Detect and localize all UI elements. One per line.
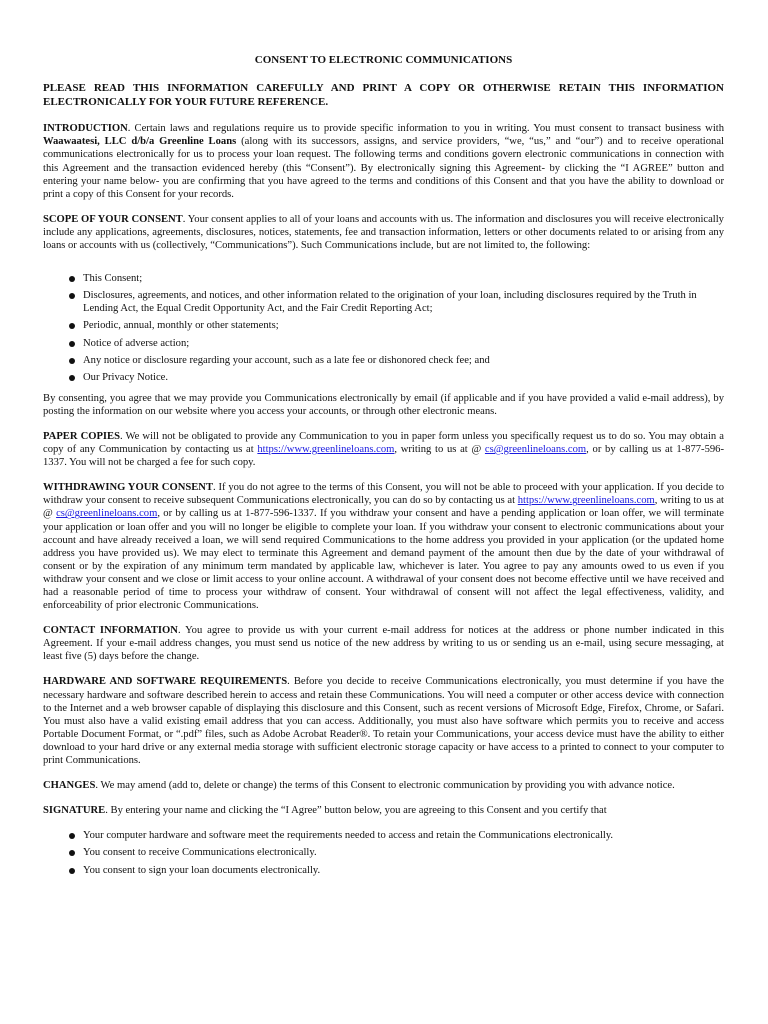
company-name: Waawaatesi, LLC d/b/a Greenline Loans bbox=[43, 136, 237, 148]
certification-list bbox=[43, 829, 724, 876]
bullet-icon bbox=[69, 341, 75, 347]
contact-section: CONTACT INFORMATION. You agree to provide us with your current e-mail address for notices at the address or phone number indicated in this Agreement. If your e-mail address changes, you must send us notice of the new address by writing to us or sending us an e-mail, using secure messaging, at least five (5) days before the change. bbox=[43, 625, 724, 663]
bullet-icon bbox=[69, 375, 75, 381]
hardware-heading: HARDWARE AND SOFTWARE REQUIREMENTS bbox=[43, 676, 288, 688]
list-item: Disclosures, agreements, and notices, and other information related to the origination of your loan, including disclosures required by the Truth in Lending Act, the Equal Credit Opportunity Act, and the Fair Credit Reporting Act; bbox=[43, 289, 724, 315]
list-item: You consent to sign your loan documents electronically. bbox=[43, 864, 724, 877]
bullet-icon bbox=[69, 276, 75, 282]
scope-heading: SCOPE OF YOUR CONSENT bbox=[43, 213, 183, 225]
signature-heading: SIGNATURE bbox=[43, 805, 106, 817]
list-item: Periodic, annual, monthly or other statements; bbox=[43, 319, 724, 332]
paper-copies-heading: PAPER COPIES bbox=[43, 430, 121, 442]
bullet-icon bbox=[69, 323, 75, 329]
bullet-icon bbox=[69, 868, 75, 874]
bullet-icon bbox=[69, 293, 75, 299]
consenting-paragraph: By consenting, you agree that we may provide you Communications electronically by email (if applicable and if you have provided a valid e-mail address), by posting the information on our website where you access your accounts, or through other electronic means. bbox=[43, 392, 724, 417]
bullet-icon bbox=[69, 850, 75, 856]
withdrawing-heading: WITHDRAWING YOUR CONSENT bbox=[43, 482, 214, 494]
hardware-section: HARDWARE AND SOFTWARE REQUIREMENTS. Before you decide to receive Communications electronically, you must determine if you have the necessary hardware and software described herein to access and retain these Communications. You will need a computer or other access device with connection to the Internet and a web browser capable of displaying this disclosure and this Consent, such as recent versions of Microsoft Edge, Firefox, Chrome, or Safari. You must also have a valid existing email address that you can access. Additionally, you must also have software which permits you to receive and access Portable Document Format, or “.pdf” files, such as Adobe Acrobat Reader®. To retain your Communications, your access device must have the ability to either download to your hard drive or any external media storage with sufficient electronic storage capacity or have access to a printed to connect to your computer to print Communications. bbox=[43, 676, 724, 767]
retain-notice: PLEASE READ THIS INFORMATION CAREFULLY AND PRINT A COPY OR OTHERWISE RETAIN THIS INFORMATION ELECTRONICALLY FOR YOUR FUTURE REFERENCE. bbox=[43, 82, 724, 108]
contact-heading: CONTACT INFORMATION bbox=[43, 625, 178, 637]
withdrawing-section: WITHDRAWING YOUR CONSENT. If you do not agree to the terms of this Consent, you will not be able to proceed with your application. If you decide to withdraw your consent to receive subsequent Communications electronically, you can do so by contacting us at https://www.greenlineloans.com, writing to us at @ cs@greenlineloans.com, or by calling us at 1-877-596-1337. If you withdraw your consent and have a pending application or loan offer, we will terminate your application or loan offer and you will no longer be eligible to complete your loan. If you withdraw your consent to electronic communications about your account and have already received a loan, we will send required Communications to the home address you provided in your application (or the updated home address you have provided us). We may elect to terminate this Agreement and demand payment of the amount then due by the date of your withdrawal of consent or by the expiration of any minimum term mandated by applicable law, whichever is later. You agree to pay any amounts owed to us even if you withdraw your consent and we close or limit access to your online account. A withdrawal of your consent does not become effective until we have received and had a reasonable period of time to process your withdraw of consent. Your withdrawal of consent will not affect the legal effectiveness, validity, and enforceability of prior electronic Communications. bbox=[43, 482, 725, 612]
list-item: Our Privacy Notice. bbox=[43, 371, 724, 384]
email-link[interactable]: cs@greenlineloans.com bbox=[484, 444, 587, 456]
list-item: Notice of adverse action; bbox=[43, 337, 724, 350]
email-link[interactable]: cs@greenlineloans.com bbox=[56, 508, 158, 520]
website-link[interactable]: https://www.greenlineloans.com bbox=[257, 444, 395, 456]
list-item: Any notice or disclosure regarding your account, such as a late fee or dishonored check fee; and bbox=[43, 354, 724, 367]
bullet-icon bbox=[69, 358, 75, 364]
list-item: You consent to receive Communications electronically. bbox=[43, 846, 724, 859]
introduction-section: INTRODUCTION. Certain laws and regulations require us to provide specific information to you in writing. You must consent to transact business with Waawaatesi, LLC d/b/a Greenline Loans (along with its successors, assigns, and service providers, “we, “us,” and “our”) and to receive operational communications electronically for us to process your loan request. The following terms and conditions govern electronic communications in connection with this Agreement and the transaction evidenced hereby (this “Consent”). By electronically signing this Agreement- by clicking the “I AGREE” button and entering your name below- you are confirming that you have agreed to the terms and conditions of this Consent and that you have the ability to download or print a copy of this Consent for your records. bbox=[43, 123, 724, 200]
website-link[interactable]: https://www.greenlineloans.com bbox=[517, 495, 655, 507]
changes-heading: CHANGES bbox=[43, 780, 96, 792]
document-content bbox=[43, 54, 724, 885]
document-title: CONSENT TO ELECTRONIC COMMUNICATIONS bbox=[254, 54, 513, 66]
paper-copies-section: PAPER COPIES. We will not be obligated to provide any Communication to you in paper form unless you specifically request us to do so. You may obtain a copy of any Communication by contacting us at https://www.greenlineloans.com, writing to us at @ cs@greenlineloans.com, or by calling us at 1-877-596-1337. You will not be charged a fee for such copy. bbox=[43, 430, 725, 469]
list-item: This Consent; bbox=[43, 272, 724, 285]
scope-section: SCOPE OF YOUR CONSENT. Your consent applies to all of your loans and accounts with us. The information and disclosures you will receive electronically include any applications, agreements, disclosures, notices, statements, fee and transaction information, letters or other documents related to or arising from any loans or accounts with us (collectively, “Communications”). Such Communications include, but are not limited to, the following: bbox=[43, 213, 724, 252]
list-item: Your computer hardware and software meet the requirements needed to access and retain the Communications electronically. bbox=[43, 829, 724, 842]
changes-section: CHANGES. We may amend (add to, delete or change) the terms of this Consent to electronic communication by providing you with advance notice. bbox=[43, 780, 675, 792]
bullet-icon bbox=[69, 833, 75, 839]
signature-section: SIGNATURE. By entering your name and clicking the “I Agree” button below, you are agreeing to this Consent and you certify that bbox=[43, 805, 607, 817]
communications-list bbox=[43, 272, 724, 384]
introduction-heading: INTRODUCTION bbox=[43, 123, 128, 135]
